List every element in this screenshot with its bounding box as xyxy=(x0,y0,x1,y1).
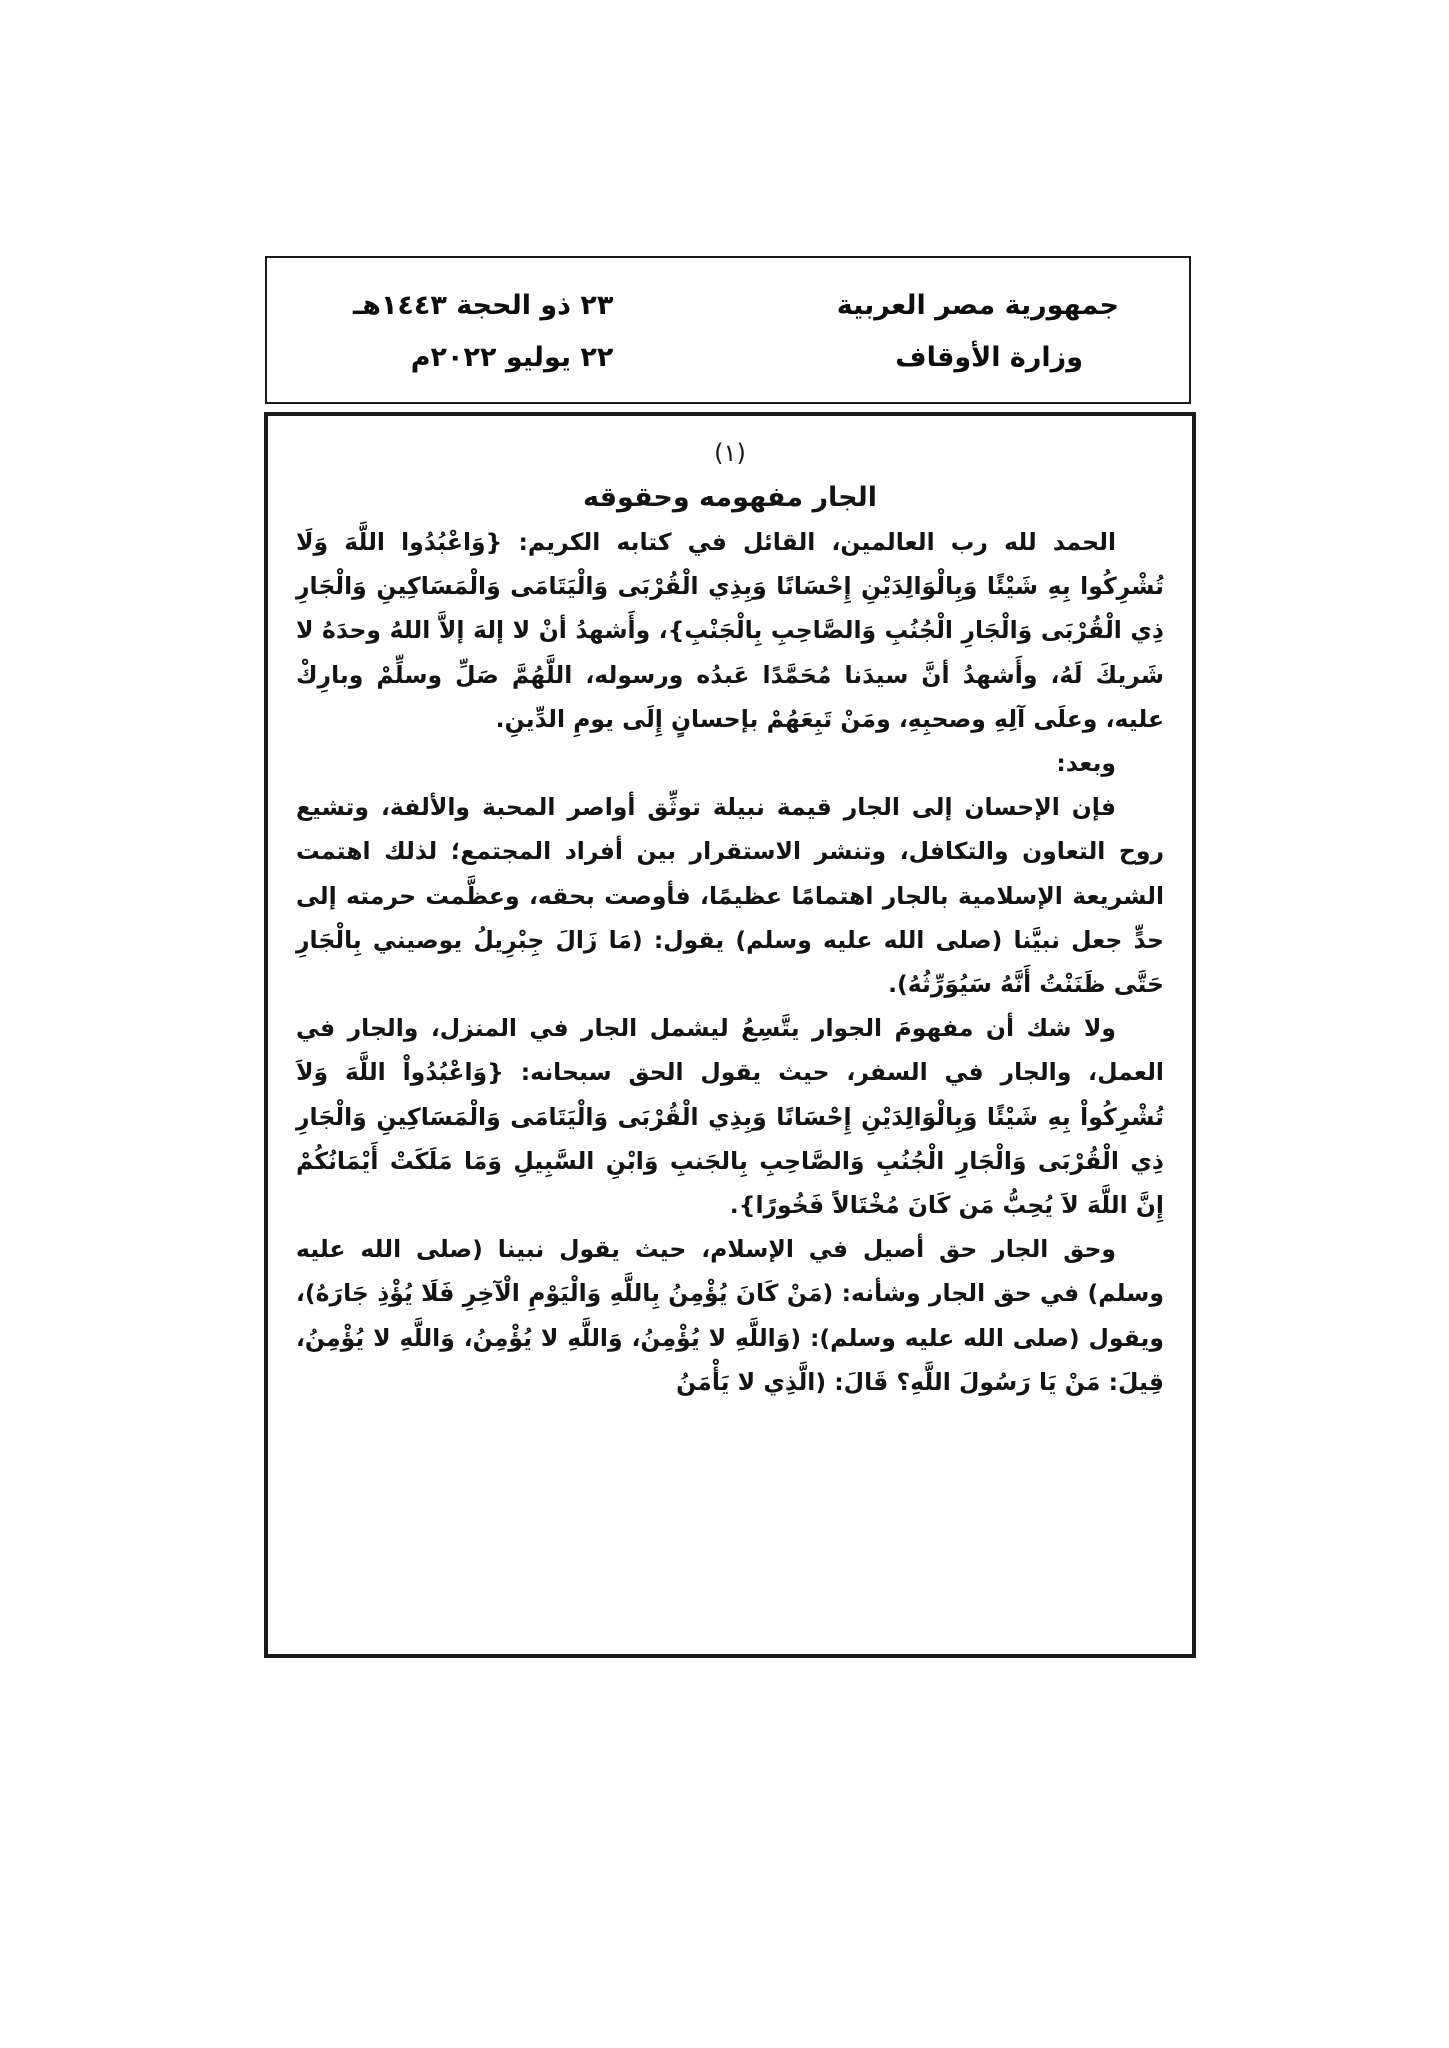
header-box xyxy=(265,256,1191,404)
paragraph-neighbor-value: فإن الإحسان إلى الجار قيمة نبيلة توثِّق أواصر المحبة والألفة، وتشيع روح التعاون والتكافل، وتنشر الاستقرار بين أفراد المجتمع؛ لذلك اهتمت الشريعة الإسلامية بالجار اهتمامًا عظيمًا، فأوصت بحقه، وعظَّمت حرمته إلى حدٍّ جعل نبيَّنا (صلى الله عليه وسلم) يقول: (مَا زَالَ جِبْرِيلُ يوصيني بِالْجَارِ حَتَّى ظَنَنْتُ أَنَّهُ سَيُوَرِّثُهُ). xyxy=(296,793,1164,999)
paragraph-transition: وبعد: xyxy=(1056,749,1116,778)
sermon-content xyxy=(296,434,1164,1404)
paragraph-opening: الحمد لله رب العالمين، القائل في كتابه الكريم: {وَاعْبُدُوا اللَّهَ وَلَا تُشْرِكُوا بِهِ شَيْئًا وَبِالْوَالِدَيْنِ إِحْسَانًا وَبِذِي الْقُرْبَى وَالْيَتَامَى وَالْمَسَاكِينِ وَالْجَارِ ذِي الْقُرْبَى وَالْجَارِ الْجُنُبِ وَالصَّاحِبِ بِالْجَنْبِ}، وأَشهدُ أنْ لا إلهَ إلاَّ اللهُ وحدَهُ لا شَريكَ لَهُ، وأَشهدُ أنَّ سيدَنا مُحَمَّدًا عَبدُه ورسوله، اللَّهُمَّ صَلِّ وسلِّمْ وبارِكْ عليه، وعلَى آلِهِ وصحبِهِ، ومَنْ تَبِعَهُمْ بإحسانٍ إِلَى يومِ الدِّينِ. xyxy=(296,528,1164,733)
paragraph-neighbor-scope: ولا شك أن مفهومَ الجوار يتَّسِعُ ليشمل الجار في المنزل، والجار في العمل، والجار في السفر، حيث يقول الحق سبحانه: {وَاعْبُدُواْ اللَّهَ وَلاَ تُشْرِكُواْ بِهِ شَيْئًا وَبِالْوَالِدَيْنِ إِحْسَانًا وَبِذِي الْقُرْبَى وَالْيَتَامَى وَالْمَسَاكِينِ وَالْجَارِ ذِي الْقُرْبَى وَالْجَارِ الْجُنُبِ وَالصَّاحِبِ بِالجَنبِ وَابْنِ السَّبِيلِ وَمَا مَلَكَتْ أَيْمَانُكُمْ إِنَّ اللَّهَ لاَ يُحِبُّ مَن كَانَ مُخْتَالاً فَخُورًا}. xyxy=(296,1014,1164,1220)
paragraph-neighbor-right: وحق الجار حق أصيل في الإسلام، حيث يقول نبينا (صلى الله عليه وسلم) في حق الجار وشأنه: (مَنْ كَانَ يُؤْمِنُ بِاللَّهِ وَالْيَوْمِ الْآخِرِ فَلَا يُؤْذِ جَارَهُ)، ويقول (صلى الله عليه وسلم): (وَاللَّهِ لا يُؤْمِنُ، وَاللَّهِ لا يُؤْمِنُ، وَاللَّهِ لا يُؤْمِنُ، قِيلَ: مَنْ يَا رَسُولَ اللَّهِ؟ قَالَ: (الَّذِي لا يَأْمَنُ xyxy=(296,1235,1164,1396)
body-box xyxy=(264,412,1196,1658)
hijri-date: ٢٣ ذو الحجة ١٤٤٣هـ xyxy=(353,290,614,321)
country-name: جمهورية مصر العربية xyxy=(836,290,1119,321)
header-dates xyxy=(353,280,613,384)
gregorian-date: ٢٢ يوليو ٢٠٢٢م xyxy=(410,342,614,373)
ministry-name: وزارة الأوقاف xyxy=(895,342,1083,373)
page-number: (١) xyxy=(714,439,746,467)
document-title: الجار مفهومه وحقوقه xyxy=(583,482,877,513)
header-issuer xyxy=(837,280,1119,384)
